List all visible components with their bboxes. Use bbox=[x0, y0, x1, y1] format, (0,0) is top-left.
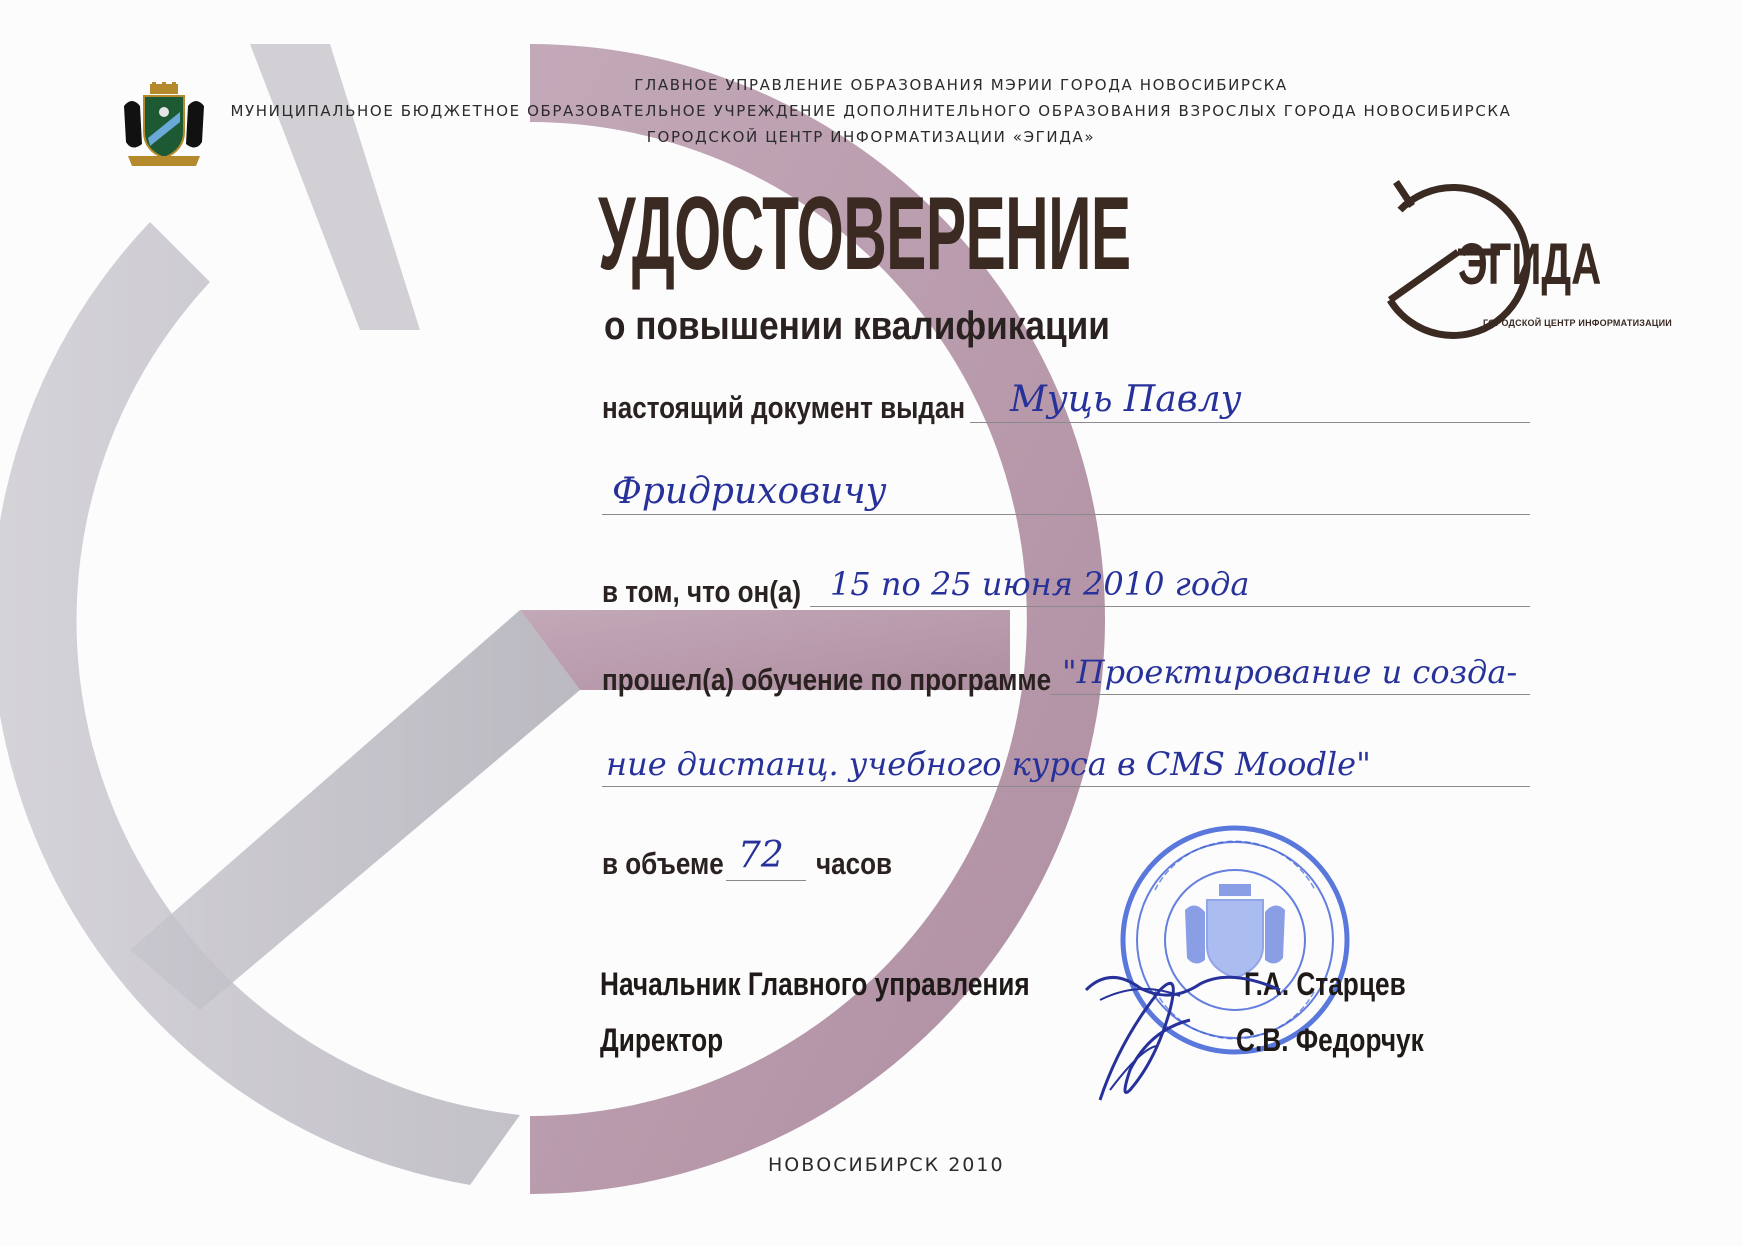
program-line-2 bbox=[602, 786, 1530, 787]
header-line-2: МУНИЦИПАЛЬНОЕ БЮДЖЕТНОЕ ОБРАЗОВАТЕЛЬНОЕ УЧРЕЖДЕНИЕ ДОПОЛНИТЕЛЬНОГО ОБРАЗОВАНИЯ ВЗРОСЛЫХ ГОРОДА НОВОСИБИРСКА bbox=[230, 102, 1512, 120]
document-subtitle: о повышении квалификации bbox=[604, 304, 1110, 348]
issued-label: настоящий документ выдан bbox=[602, 390, 966, 425]
hours-label-pre: в объеме bbox=[602, 846, 724, 881]
issued-line-1 bbox=[970, 422, 1530, 423]
signature-name-head: Г.А. Старцев bbox=[1244, 966, 1406, 1002]
header-line-1: ГЛАВНОЕ УПРАВЛЕНИЕ ОБРАЗОВАНИЯ МЭРИИ ГОРОДА НОВОСИБИРСКА bbox=[634, 76, 1288, 94]
city-coat-of-arms-icon bbox=[118, 82, 210, 168]
signature-role-head: Начальник Главного управления bbox=[600, 966, 1030, 1002]
that-line bbox=[810, 606, 1530, 607]
document-title: УДОСТОВЕРЕНИЕ bbox=[598, 176, 1131, 292]
header-line-3: ГОРОДСКОЙ ЦЕНТР ИНФОРМАТИЗАЦИИ «ЭГИДА» bbox=[646, 128, 1096, 146]
that-value: 15 по 25 июня 2010 года bbox=[830, 565, 1250, 603]
logo-name: ЭГИДА bbox=[1458, 232, 1602, 297]
program-line-1 bbox=[1050, 694, 1530, 695]
issued-line-2 bbox=[602, 514, 1530, 515]
issued-value-1: Муць Павлу bbox=[1010, 379, 1242, 420]
hours-line bbox=[726, 880, 806, 881]
program-value-1: "Проектирование и созда- bbox=[1062, 653, 1518, 691]
hours-label-post: часов bbox=[816, 846, 893, 881]
program-label: прошел(а) обучение по программе bbox=[602, 662, 1052, 697]
signature-name-director: С.В. Федорчук bbox=[1236, 1022, 1424, 1058]
handwritten-signature-secondary bbox=[1080, 960, 1300, 1020]
footer-city-year: НОВОСИБИРСК 2010 bbox=[768, 1154, 1005, 1176]
program-value-2: ние дистанц. учебного курса в CMS Moodle" bbox=[606, 745, 1371, 783]
issued-value-2: Фридриховичу bbox=[612, 471, 887, 512]
hours-value: 72 bbox=[738, 835, 784, 876]
that-label: в том, что он(а) bbox=[602, 574, 802, 609]
logo-tagline: ГОРОДСКОЙ ЦЕНТР ИНФОРМАТИЗАЦИИ bbox=[1483, 318, 1672, 328]
signature-role-director: Директор bbox=[600, 1022, 724, 1058]
